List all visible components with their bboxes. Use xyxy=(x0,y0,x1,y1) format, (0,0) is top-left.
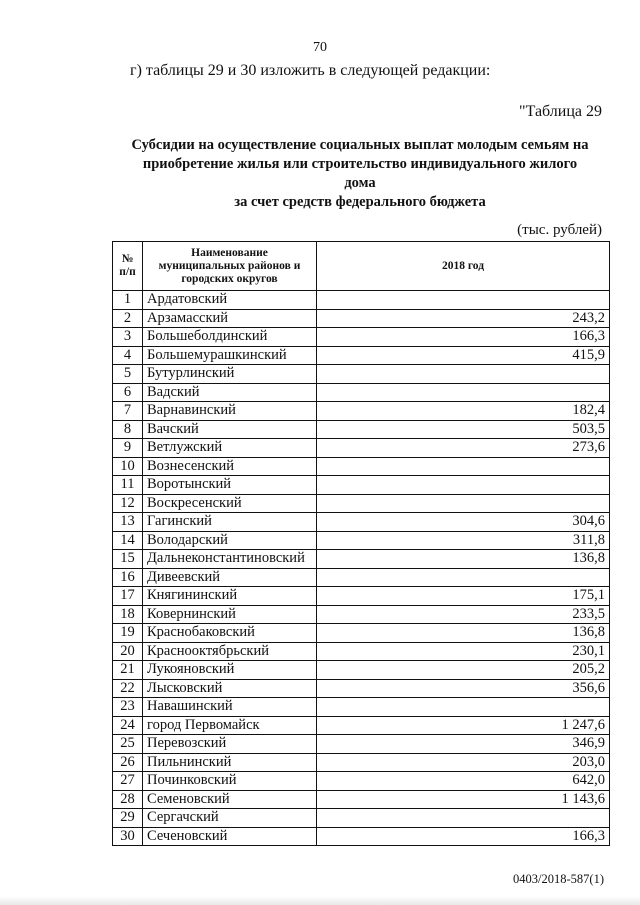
row-value: 273,6 xyxy=(317,439,610,458)
document-code: 0403/2018-587(1) xyxy=(513,872,604,886)
row-value xyxy=(317,494,610,513)
table-row xyxy=(113,809,610,828)
header-number: № п/п xyxy=(113,242,143,291)
row-value: 233,5 xyxy=(317,605,610,624)
table-row xyxy=(113,476,610,495)
table-row xyxy=(113,587,610,606)
row-value: 642,0 xyxy=(317,772,610,791)
row-name: Ветлужский xyxy=(143,439,317,458)
row-value: 136,8 xyxy=(317,624,610,643)
row-value: 203,0 xyxy=(317,753,610,772)
row-number: 9 xyxy=(113,439,143,458)
row-name: Арзамасский xyxy=(143,309,317,328)
row-value: 205,2 xyxy=(317,661,610,680)
table-reference: "Таблица 29 xyxy=(519,103,602,120)
table-row xyxy=(113,772,610,791)
table-row xyxy=(113,642,610,661)
title-line: за счет средств федерального бюджета xyxy=(234,194,486,210)
row-name: Вачский xyxy=(143,420,317,439)
row-value xyxy=(317,698,610,717)
row-name: Володарский xyxy=(143,531,317,550)
row-name: Княгининский xyxy=(143,587,317,606)
row-name: Гагинский xyxy=(143,513,317,532)
row-value: 356,6 xyxy=(317,679,610,698)
table-row xyxy=(113,679,610,698)
row-number: 11 xyxy=(113,476,143,495)
row-value: 415,9 xyxy=(317,346,610,365)
header-year: 2018 год xyxy=(317,242,610,291)
row-name: Краснобаковский xyxy=(143,624,317,643)
row-value: 175,1 xyxy=(317,587,610,606)
row-name: Семеновский xyxy=(143,790,317,809)
row-number: 10 xyxy=(113,457,143,476)
table-row xyxy=(113,827,610,846)
row-value xyxy=(317,383,610,402)
row-number: 27 xyxy=(113,772,143,791)
row-name: Вознесенский xyxy=(143,457,317,476)
table-row xyxy=(113,439,610,458)
row-name: Починковский xyxy=(143,772,317,791)
title-line: дома xyxy=(344,175,376,191)
row-number: 22 xyxy=(113,679,143,698)
row-number: 24 xyxy=(113,716,143,735)
table-row xyxy=(113,735,610,754)
row-number: 21 xyxy=(113,661,143,680)
row-value xyxy=(317,457,610,476)
header-name: Наименование муниципальных районов и городских округов xyxy=(143,242,317,291)
row-name: Воскресенский xyxy=(143,494,317,513)
table-row xyxy=(113,661,610,680)
row-number: 5 xyxy=(113,365,143,384)
table-row xyxy=(113,605,610,624)
row-value: 503,5 xyxy=(317,420,610,439)
table-row xyxy=(113,457,610,476)
row-number: 28 xyxy=(113,790,143,809)
page-number: 70 xyxy=(313,40,327,55)
table-row xyxy=(113,291,610,310)
row-value: 346,9 xyxy=(317,735,610,754)
table-header-row xyxy=(113,242,610,291)
row-name: Сергачский xyxy=(143,809,317,828)
row-name: Лукояновский xyxy=(143,661,317,680)
row-name: Бутурлинский xyxy=(143,365,317,384)
row-value xyxy=(317,476,610,495)
row-number: 7 xyxy=(113,402,143,421)
title-line: Субсидии на осуществление социальных выплат молодым семьям на xyxy=(131,137,589,153)
table-body xyxy=(113,291,610,846)
table-row xyxy=(113,624,610,643)
row-number: 12 xyxy=(113,494,143,513)
table-row xyxy=(113,328,610,347)
row-value: 182,4 xyxy=(317,402,610,421)
row-number: 1 xyxy=(113,291,143,310)
row-number: 17 xyxy=(113,587,143,606)
row-value: 166,3 xyxy=(317,827,610,846)
table-row xyxy=(113,753,610,772)
row-name: Перевозский xyxy=(143,735,317,754)
row-number: 25 xyxy=(113,735,143,754)
row-number: 30 xyxy=(113,827,143,846)
row-name: Большемурашкинский xyxy=(143,346,317,365)
row-number: 19 xyxy=(113,624,143,643)
row-name: Сеченовский xyxy=(143,827,317,846)
units-label: (тыс. рублей) xyxy=(517,222,602,238)
row-value: 304,6 xyxy=(317,513,610,532)
intro-text: г) таблицы 29 и 30 изложить в следующей редакции: xyxy=(130,62,491,79)
row-name: Дальнеконстантиновский xyxy=(143,550,317,569)
row-name: Лысковский xyxy=(143,679,317,698)
row-number: 29 xyxy=(113,809,143,828)
row-name: Вадский xyxy=(143,383,317,402)
row-value: 1 143,6 xyxy=(317,790,610,809)
table-row xyxy=(113,494,610,513)
row-number: 15 xyxy=(113,550,143,569)
row-value xyxy=(317,809,610,828)
table-row xyxy=(113,402,610,421)
row-number: 6 xyxy=(113,383,143,402)
row-number: 13 xyxy=(113,513,143,532)
row-number: 4 xyxy=(113,346,143,365)
row-number: 20 xyxy=(113,642,143,661)
row-name: Воротынский xyxy=(143,476,317,495)
table-row xyxy=(113,716,610,735)
row-value xyxy=(317,291,610,310)
row-name: Варнавинский xyxy=(143,402,317,421)
title-line: приобретение жилья или строительство индивидуального жилого xyxy=(142,156,578,172)
row-name: Дивеевский xyxy=(143,568,317,587)
row-name: Пильнинский xyxy=(143,753,317,772)
row-number: 18 xyxy=(113,605,143,624)
row-name: город Первомайск xyxy=(143,716,317,735)
row-number: 26 xyxy=(113,753,143,772)
table-row xyxy=(113,383,610,402)
table-row xyxy=(113,790,610,809)
subsidy-table xyxy=(112,241,610,846)
table-row xyxy=(113,346,610,365)
row-number: 8 xyxy=(113,420,143,439)
table-row xyxy=(113,550,610,569)
row-number: 16 xyxy=(113,568,143,587)
row-number: 3 xyxy=(113,328,143,347)
table-row xyxy=(113,513,610,532)
scan-edge xyxy=(0,896,640,905)
row-value xyxy=(317,568,610,587)
table-row xyxy=(113,365,610,384)
row-number: 23 xyxy=(113,698,143,717)
row-value: 1 247,6 xyxy=(317,716,610,735)
row-name: Краснооктябрьский xyxy=(143,642,317,661)
row-number: 2 xyxy=(113,309,143,328)
table-row xyxy=(113,531,610,550)
row-name: Ковернинский xyxy=(143,605,317,624)
row-value: 166,3 xyxy=(317,328,610,347)
row-value: 311,8 xyxy=(317,531,610,550)
table-row xyxy=(113,309,610,328)
table-row xyxy=(113,568,610,587)
row-name: Большеболдинский xyxy=(143,328,317,347)
row-name: Ардатовский xyxy=(143,291,317,310)
row-value: 230,1 xyxy=(317,642,610,661)
row-value: 136,8 xyxy=(317,550,610,569)
table-title xyxy=(100,136,620,212)
table-row xyxy=(113,420,610,439)
row-name: Навашинский xyxy=(143,698,317,717)
row-value: 243,2 xyxy=(317,309,610,328)
row-value xyxy=(317,365,610,384)
row-number: 14 xyxy=(113,531,143,550)
table-row xyxy=(113,698,610,717)
